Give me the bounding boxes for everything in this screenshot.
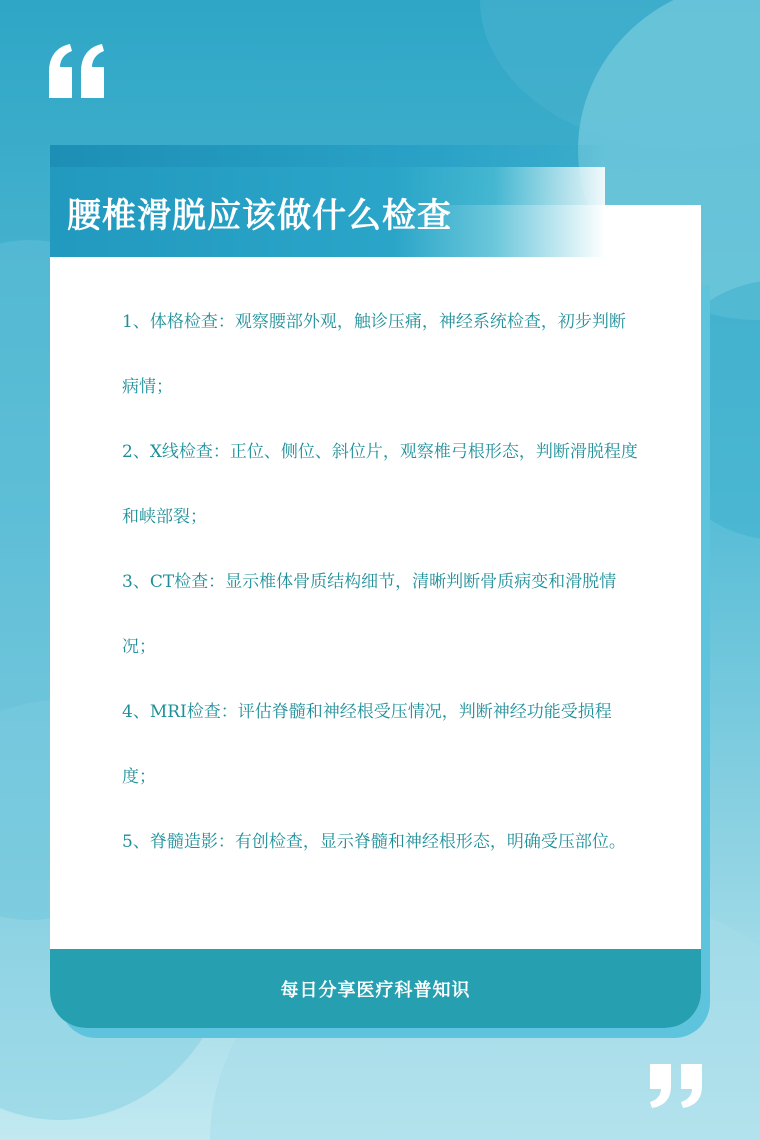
title-band-top <box>50 145 605 167</box>
page-title: 腰椎滑脱应该做什么检查 <box>67 195 452 236</box>
list-item: 5、脊髓造影：有创检查，显示脊髓和神经根形态，明确受压部位。 <box>122 832 626 852</box>
list-item: 4、MRI检查：评估脊髓和神经根受压情况，判断神经功能受损程度； <box>122 702 612 787</box>
list-item: 1、体格检查：观察腰部外观，触诊压痛，神经系统检查，初步判断病情； <box>122 312 626 397</box>
item-list <box>122 290 642 875</box>
card-footer <box>50 949 701 1028</box>
list-item: 3、CT检查：显示椎体骨质结构细节，清晰判断骨质病变和滑脱情况； <box>122 572 617 657</box>
list-item: 2、X线检查：正位、侧位、斜位片，观察椎弓根形态，判断滑脱程度和峡部裂； <box>122 442 638 527</box>
footer-text: 每日分享医疗科普知识 <box>280 979 471 1001</box>
quote-close-icon <box>644 1062 706 1110</box>
quote-open-icon <box>46 42 108 102</box>
title-band <box>50 167 605 257</box>
